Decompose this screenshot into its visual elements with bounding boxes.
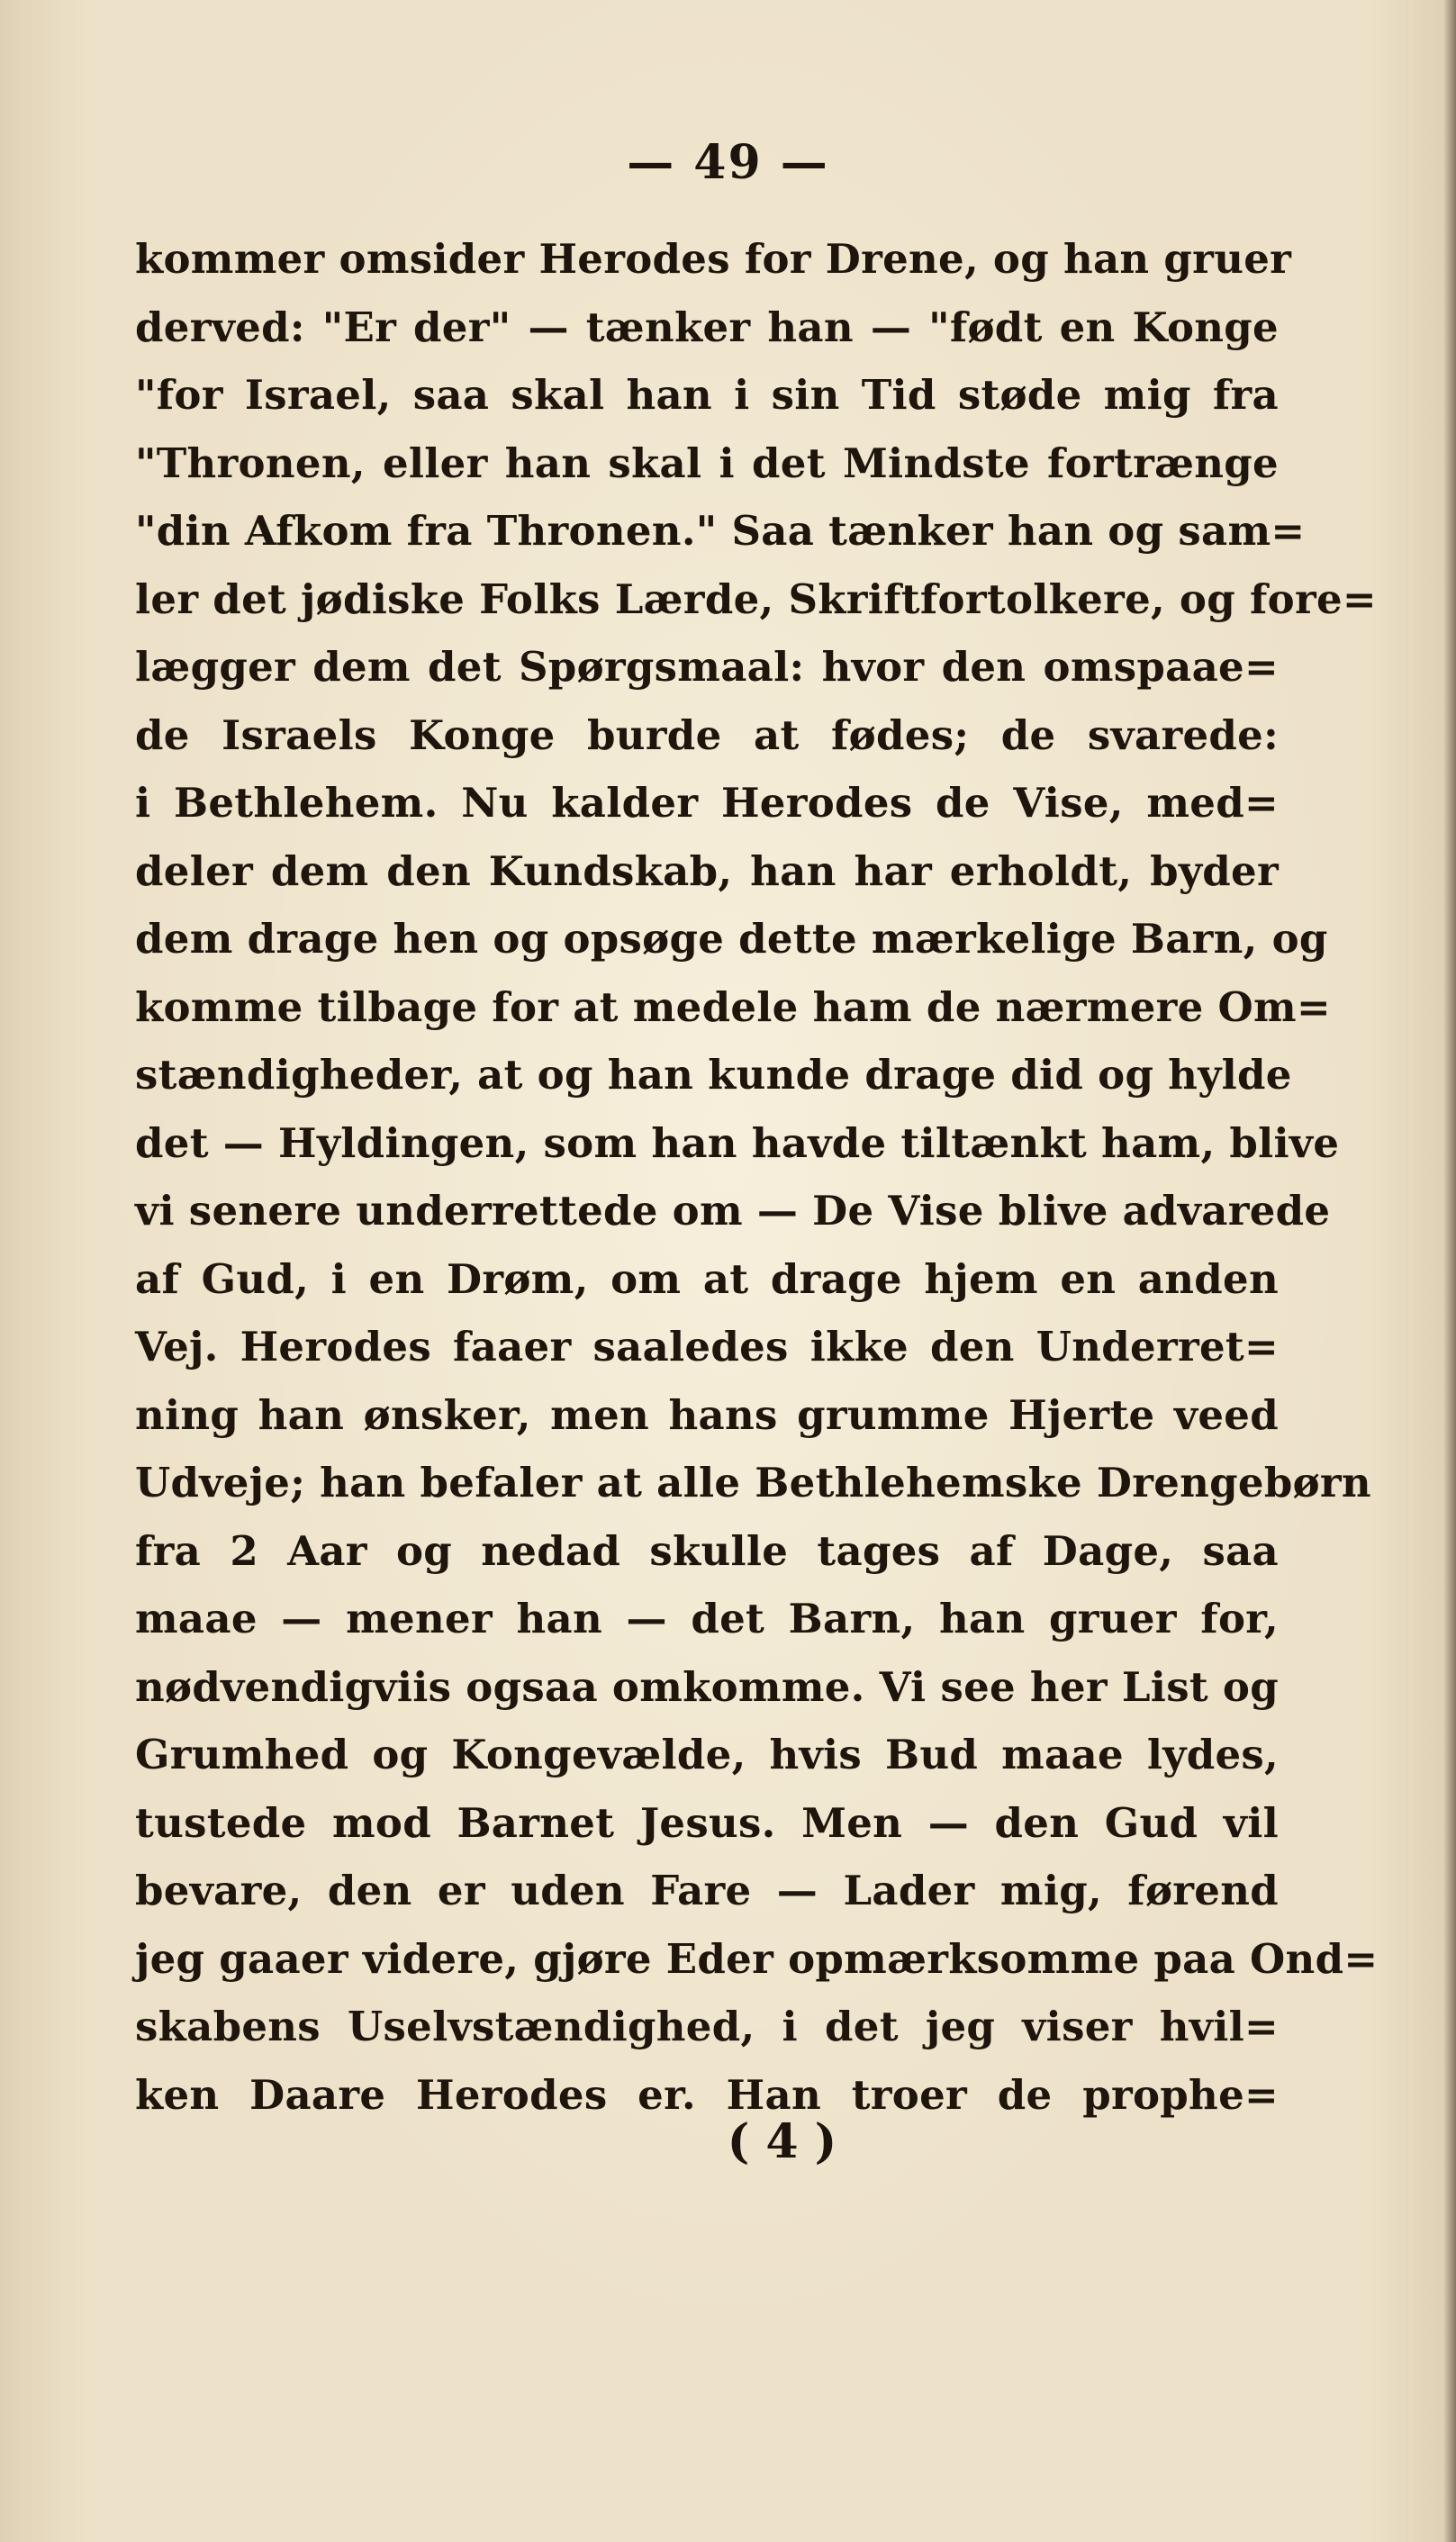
text-line: ken Daare Herodes er. Han troer de prophe= [135,2070,1279,2119]
text-line: af Gud, i en Drøm, om at drage hjem en anden [135,1254,1279,1303]
text-line: det — Hyldingen, som han havde tiltænkt ham, blive [135,1118,1340,1167]
text-line: bevare, den er uden Fare — Lader mig, førend [135,1867,1279,1914]
text-line: lægger dem det Spørgsmaal: hvor den omspaae= [135,643,1279,691]
text-line: i Bethlehem. Nu kalder Herodes de Vise, med= [135,779,1279,827]
text-line: maae — mener han — det Barn, han gruer for, [135,1595,1279,1642]
text-line: deler dem den Kundskab, han har erholdt, byder [135,846,1279,895]
page-number: — 49 — [627,135,829,190]
text-line: "Thronen, eller han skal i det Mindste fortrænge [135,439,1279,487]
text-line: ler det jødiske Folks Lærde, Skriftfortolkere, og fore= [135,574,1377,623]
text-line: "din Afkom fra Thronen." Saa tænker han og sam= [135,507,1306,555]
text-line: ning han ønsker, men hans grumme Hjerte veed [135,1390,1279,1439]
text-line: vi senere underrettede om — De Vise blive advarede [135,1187,1331,1235]
text-line: nødvendigviis ogsaa omkomme. Vi see her List og [135,1662,1279,1711]
text-line: dem drage hen og opsøge dette mærkelige Barn, og [135,915,1328,963]
text-line: Grumhed og Kongevælde, hvis Bud maae lydes, [135,1731,1279,1778]
text-line: kommer omsider Herodes for Drene, og han gruer [135,235,1292,283]
text-line: derved: "Er der" — tænker han — "født en Konge [135,303,1279,351]
text-line: "for Israel, saa skal han i sin Tid støde mig fra [135,371,1279,419]
signature-mark: ( 4 ) [727,2114,837,2169]
body-text [135,225,1379,2129]
text-line: Vej. Herodes faaer saaledes ikke den Underret= [135,1323,1279,1371]
text-line: jeg gaaer videre, gjøre Eder opmærksomme paa Ond= [135,1934,1379,1983]
text-line: de Israels Konge burde at fødes; de svarede: [135,710,1279,759]
text-line: Udveje; han befaler at alle Bethlehemske Drengebørn [135,1459,1371,1506]
text-line: komme tilbage for at medele ham de nærmere Om= [135,982,1331,1031]
text-line: stændigheder, at og han kunde drage did og hylde [135,1051,1292,1099]
text-line: tustede mod Barnet Jesus. Men — den Gud vil [135,1798,1279,1847]
text-line: skabens Uselvstændighed, i det jeg viser hvil= [135,2003,1279,2050]
text-line: fra 2 Aar og nedad skulle tages af Dage, saa [135,1526,1279,1575]
